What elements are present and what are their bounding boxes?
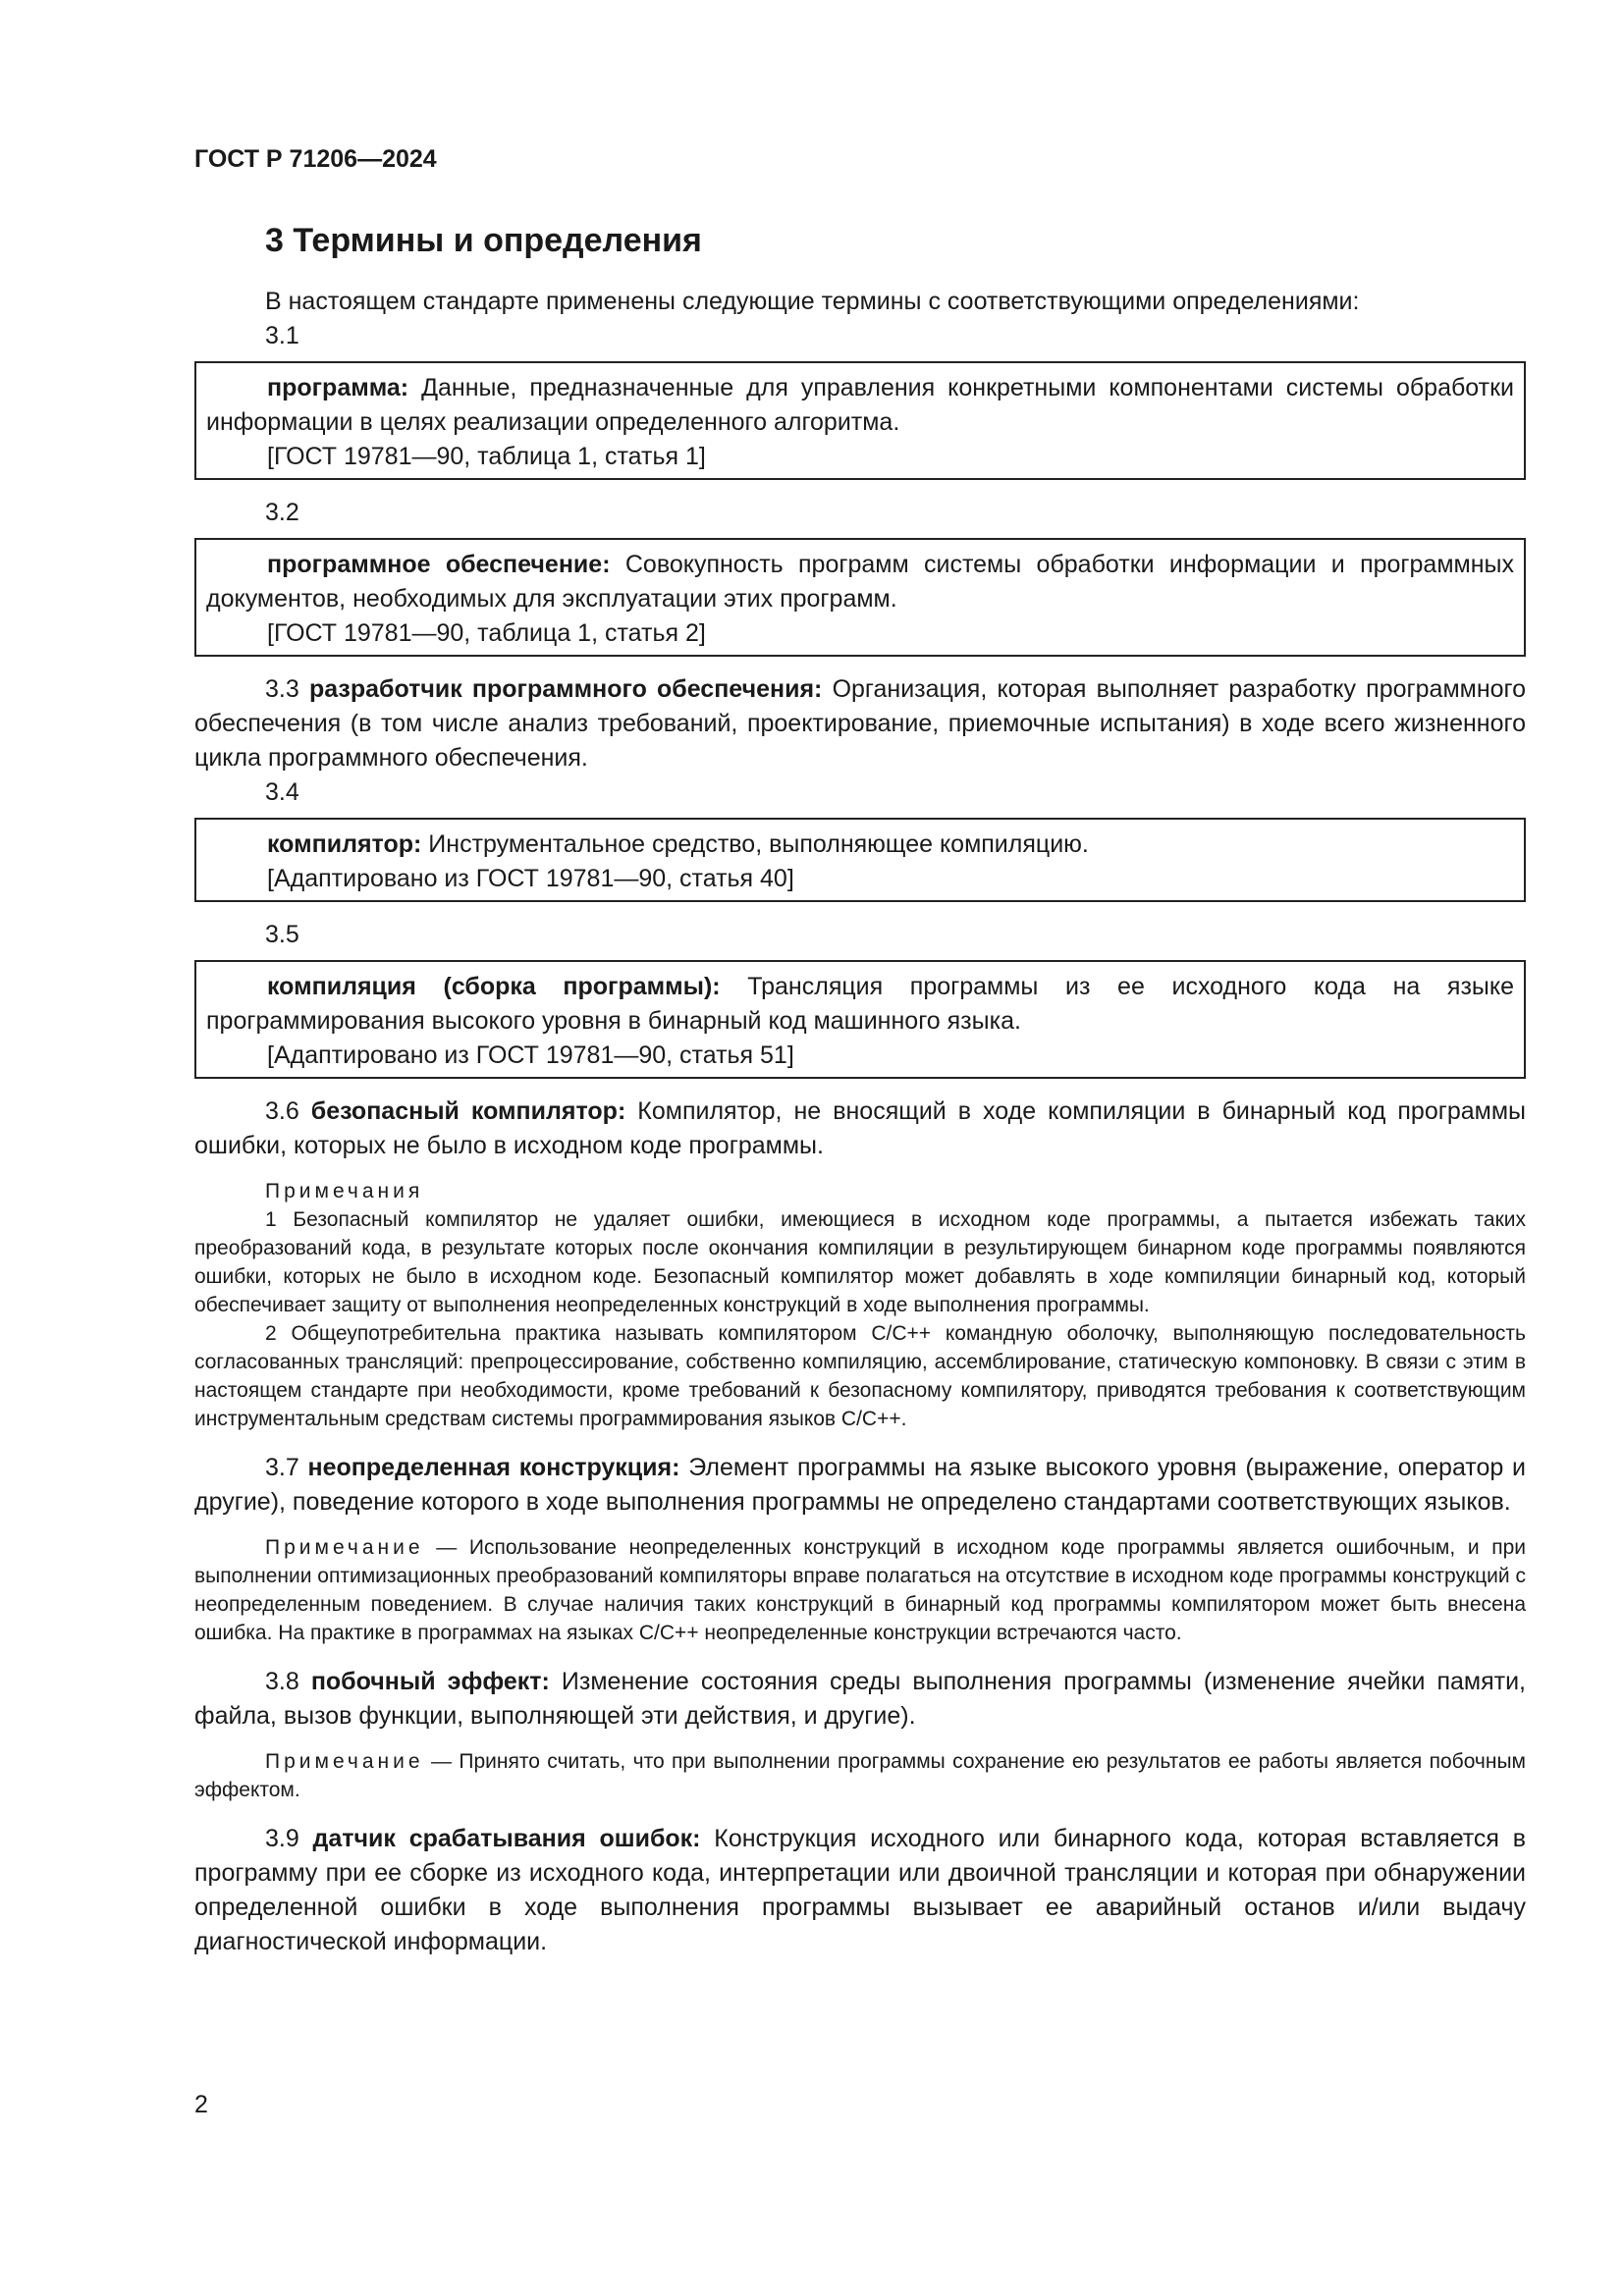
term-name: компилятор:: [267, 830, 422, 858]
term-source: [Адаптировано из ГОСТ 19781—90, статья 40]: [267, 865, 794, 892]
term-box: [194, 960, 1526, 1079]
term-number: 3.1: [265, 322, 299, 349]
term-definition: Элемент программы на языке высокого уровня (выражение, оператор и другие), поведение которого в ходе выполнения программы не определено стандартами соответствующих языков.: [194, 1454, 1527, 1516]
note-label: Примечание: [265, 1750, 424, 1773]
term-name: компиляция (сборка программы):: [267, 973, 721, 1000]
term-name: побочный эффект:: [310, 1668, 550, 1695]
term-name: неопределенная конструкция:: [307, 1454, 680, 1481]
term-box: [194, 538, 1526, 657]
term-definition: Инструментальное средство, выполняющее компиляцию.: [428, 830, 1089, 858]
note-text: — Принято считать, что при выполнении программы сохранение ею результатов ее работы является побочным эффектом.: [194, 1750, 1526, 1801]
term-box: [194, 361, 1526, 480]
note-label: Примечания: [265, 1180, 424, 1202]
term-name: датчик срабатывания ошибок:: [312, 1825, 701, 1852]
section-title: 3 Термины и определения: [265, 222, 702, 259]
term-box: [194, 818, 1526, 902]
section-body: [194, 285, 1526, 1959]
term-name: безопасный компилятор:: [310, 1097, 626, 1125]
intro-text: В настоящем стандарте применены следующие термины с соответствующими определениями:: [265, 288, 1360, 315]
note-item: 1 Безопасный компилятор не удаляет ошибки, имеющиеся в исходном коде программы, а пытается избежать таких преобразований кода, в результате которых после окончания компиляции в результирующем бинарном коде программы появляются ошибки, которых не было в исходном коде. Безопасный компилятор может добавлять в ходе компиляции бинарный код, который обеспечивает защиту от выполнения неопределенных конструкций в ходе выполнения программы.: [194, 1208, 1526, 1316]
term-name: программное обеспечение:: [267, 551, 611, 578]
term-paragraph: [194, 1451, 1526, 1520]
term-definition: Изменение состояния среды выполнения программы (изменение ячейки памяти, файла, вызов функции, выполняющей эти действия, и другие).: [194, 1668, 1526, 1730]
term-number: 3.4: [265, 778, 299, 806]
term-source: [ГОСТ 19781—90, таблица 1, статья 2]: [267, 619, 706, 647]
term-name: программа:: [267, 374, 409, 401]
note: [194, 1533, 1526, 1647]
term-definition: Конструкция исходного или бинарного кода, которая вставляется в программу при ее сборке из исходного кода, интерпретации или двоичной трансляции и которая при обнаружении определенной ошибки в ходе выполнения программы вызывает ее аварийный останов и/или выдачу диагностической информации.: [194, 1825, 1527, 1955]
term-definition: Организация, которая выполняет разработку программного обеспечения (в том числе анализ требований, проектирование, приемочные испытания) в ходе всего жизненного цикла программного обеспечения.: [194, 675, 1526, 772]
term-number: 3.8: [265, 1668, 299, 1695]
term-paragraph: [194, 1665, 1526, 1734]
term-definition: Трансляция программы из ее исходного кода на языке программирования высокого уровня в бинарный код машинного языка.: [206, 973, 1514, 1035]
note-item: 2 Общеупотребительна практика называть компилятором С/С++ командную оболочку, выполняющую последовательность согласованных трансляций: препроцессирование, собственно компиляцию, ассемблирование, статическую компоновку. В связи с этим в настоящем стандарте при необходимости, кроме требований к безопасному компилятору, приводятся требования к соответствующим инструментальным средствам системы программирования языков С/С++.: [194, 1322, 1526, 1430]
term-source: [ГОСТ 19781—90, таблица 1, статья 1]: [267, 443, 706, 470]
note-label: Примечание: [265, 1536, 424, 1559]
term-paragraph: [194, 672, 1526, 775]
note-text: — Использование неопределенных конструкций в исходном коде программы является ошибочным, и при выполнении оптимизационных преобразований компиляторы вправе полагаться на отсутствие в исходном коде программы конструкций с неопределенным поведением. В случае наличия таких конструкций в бинарный код программы компилятором может быть внесена ошибка. На практике в программах на языках С/С++ неопределенные конструкции встречаются часто.: [194, 1536, 1526, 1644]
note: [194, 1747, 1526, 1804]
page-number: 2: [194, 2091, 208, 2118]
term-number: 3.5: [265, 921, 299, 948]
term-number: 3.2: [265, 499, 299, 526]
term-paragraph: [194, 1822, 1526, 1959]
term-source: [Адаптировано из ГОСТ 19781—90, статья 51]: [267, 1041, 794, 1069]
term-number: 3.7: [265, 1454, 299, 1481]
term-number: 3.6: [265, 1097, 299, 1125]
term-name: разработчик программного обеспечения:: [308, 675, 823, 703]
term-definition: Совокупность программ системы обработки информации и программных документов, необходимых для эксплуатации этих программ.: [206, 551, 1514, 613]
term-paragraph: [194, 1095, 1526, 1163]
term-number: 3.3: [265, 675, 299, 703]
document-header: ГОСТ Р 71206—2024: [194, 145, 437, 173]
term-definition: Компилятор, не вносящий в ходе компиляции в бинарный код программы ошибки, которых не было в исходном коде программы.: [194, 1097, 1527, 1159]
term-definition: Данные, предназначенные для управления конкретными компонентами системы обработки информации в целях реализации определенного алгоритма.: [206, 374, 1514, 436]
term-number: 3.9: [265, 1825, 299, 1852]
